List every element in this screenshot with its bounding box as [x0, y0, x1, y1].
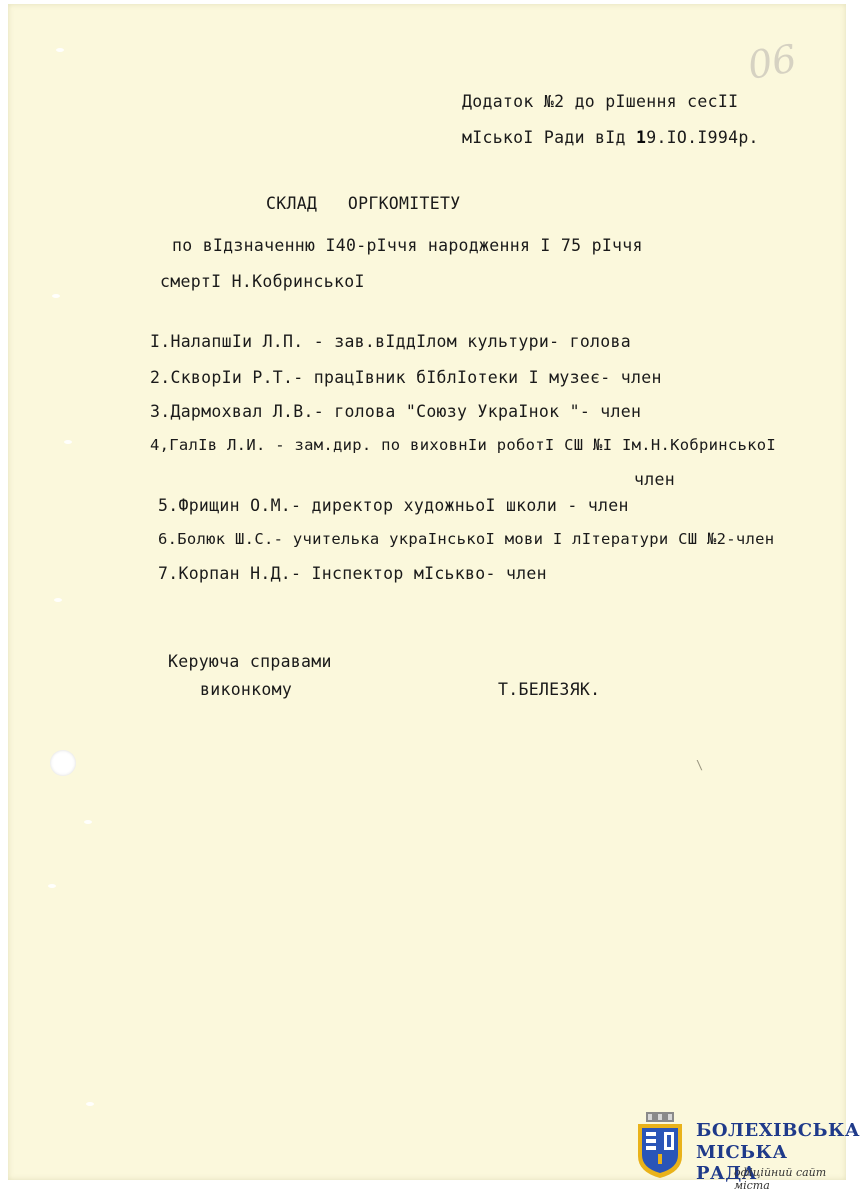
- subtitle-line-1: по вІдзначенню I40-рІччя народження I 75 рІччя: [172, 236, 643, 255]
- appendix-line-2: мІськоІ Ради вІд 19.IO.I994р.: [462, 128, 759, 147]
- brand-name-line-1: БОЛЕХІВСЬКА: [696, 1120, 860, 1141]
- paper-speck: [48, 884, 56, 888]
- paper-mark: \: [696, 758, 704, 772]
- member-line: 5.Фрищин О.М.- директор художньоІ школи - член: [158, 496, 629, 515]
- paper-speck: [54, 598, 62, 602]
- paper-speck: [84, 820, 92, 824]
- member-line: 3.Дармохвал Л.В.- голова "Союзу УкраІнок "- член: [150, 402, 642, 421]
- signer-role-line-1: Керуюча справами: [168, 652, 332, 671]
- member-line: 6.Болюк Ш.С.- учителька украІнськоІ мови I лІтератури СШ №2-член: [158, 530, 775, 548]
- subtitle-line-2: смертІ Н.КобринськоІ: [160, 272, 365, 291]
- city-coat-of-arms-icon: [634, 1112, 686, 1178]
- member-line: 2.СкворІи Р.Т.- працІвник бІблІотеки I музеє- член: [150, 368, 662, 387]
- brand-tagline: офіційний сайт міста: [734, 1166, 827, 1192]
- paper-speck: [86, 1102, 94, 1106]
- paper-speck: [64, 440, 72, 444]
- paper-speck: [56, 48, 64, 52]
- brand-name-line-2: МІСЬКА РАДА: [696, 1142, 788, 1184]
- document-title: СКЛАД ОРГКОМІТЕТУ: [266, 194, 461, 213]
- appendix-line-1: Додаток №2 до рІшення сесІІ: [462, 92, 739, 111]
- punch-hole: [50, 750, 76, 776]
- member-line: I.НалапшІи Л.П. - зав.вІддІлом культури- голова: [150, 332, 631, 351]
- member-line-continuation: член: [634, 470, 675, 489]
- paper-speck: [52, 294, 60, 298]
- member-line: 4,ГалІв Л.И. - зам.дир. по виховнІи роботІ СШ №I Iм.Н.КобринськоІ: [150, 436, 777, 454]
- member-line: 7.Корпан Н.Д.- Інспектор мІськво- член: [158, 564, 547, 583]
- pencil-mark: 06: [744, 36, 800, 88]
- signer-name: Т.БЕЛЕЗЯК.: [498, 680, 601, 699]
- city-council-logo[interactable]: [634, 1112, 860, 1192]
- signer-role-line-2: виконкому: [200, 680, 293, 699]
- scanned-page: [8, 4, 860, 1192]
